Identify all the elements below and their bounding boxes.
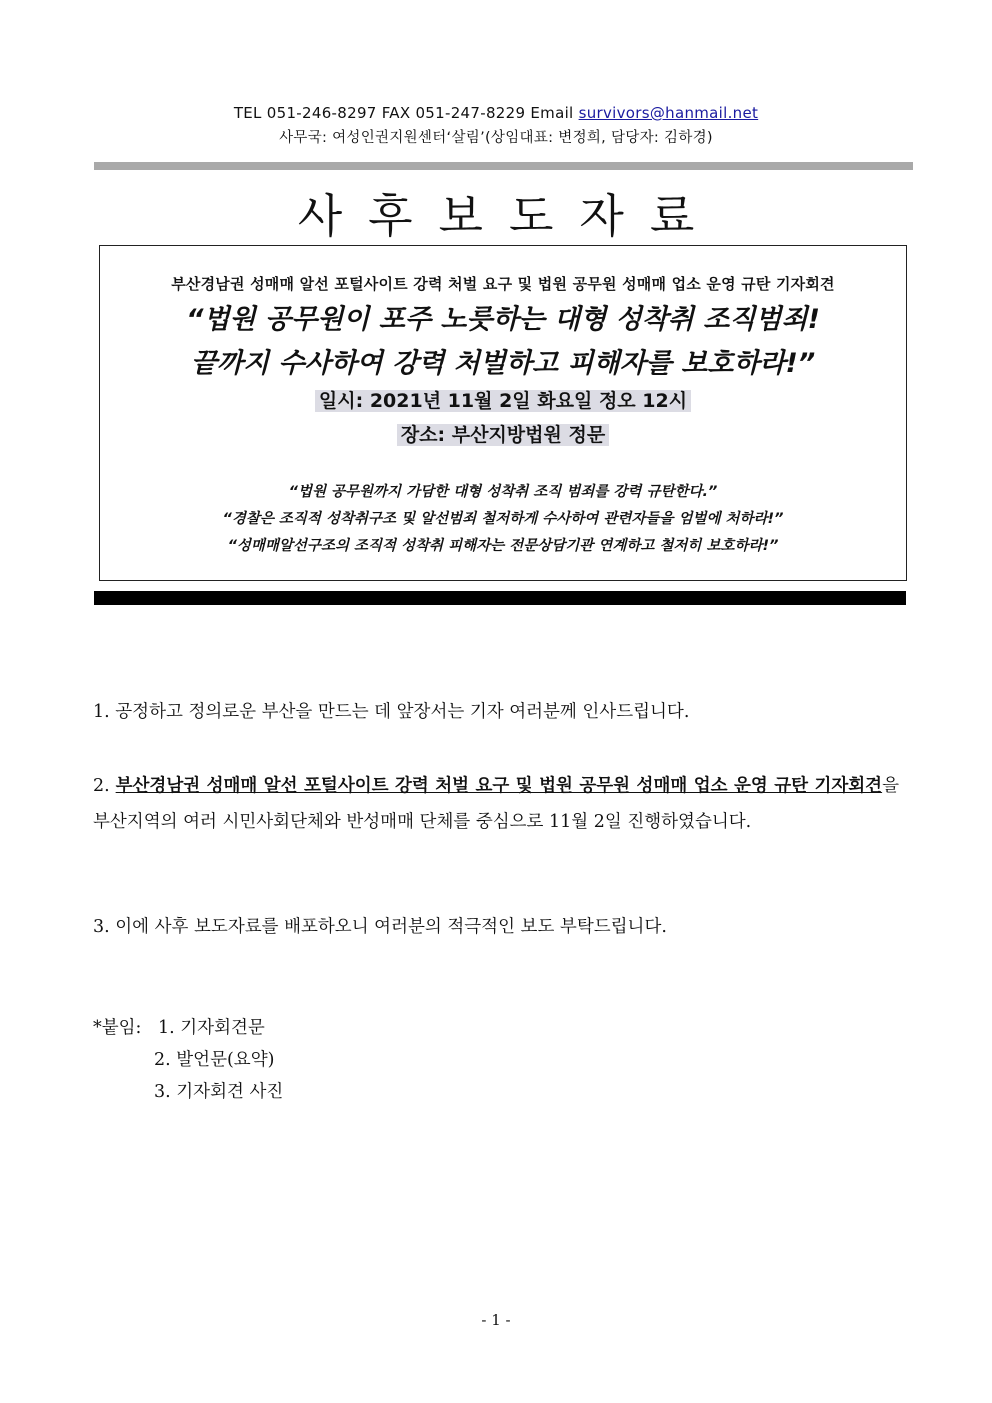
contact-line bbox=[0, 104, 992, 122]
header-divider bbox=[94, 162, 913, 170]
event-datetime bbox=[100, 386, 906, 413]
paragraph-2-number: 2. bbox=[93, 776, 116, 796]
press-summary-box bbox=[99, 245, 907, 581]
paragraph-2 bbox=[93, 768, 899, 840]
demand-quote-1: “법원 공무원까지 가담한 대형 성착취 조직 범죄를 강력 규탄한다.” bbox=[288, 484, 718, 500]
paragraph-2-event-name: 부산경남권 성매매 알선 포털사이트 강력 처벌 요구 및 법원 공무원 성매매 업소 운영 규탄 기자회견 bbox=[115, 776, 883, 796]
event-subheading: 부산경남권 성매매 알선 포털사이트 강력 처벌 요구 및 법원 공무원 성매매 업소 운영 규탄 기자회견 bbox=[171, 275, 835, 293]
office-line: 사무국: 여성인권지원센터‘살림’(상임대표: 변정희, 담당자: 김하경) bbox=[279, 130, 713, 146]
paragraph-1: 1. 공정하고 정의로운 부산을 만드는 데 앞장서는 기자 여러분께 인사드립니다. bbox=[93, 702, 690, 722]
paragraph-3: 3. 이에 사후 보도자료를 배포하오니 여러분의 적극적인 보도 부탁드립니다. bbox=[93, 917, 667, 937]
demand-quote-3: “성매매알선구조의 조직적 성착취 피해자는 전문상담기관 연계하고 철저히 보호하라!” bbox=[227, 538, 779, 554]
document-title: 사후보도자료 bbox=[297, 189, 721, 243]
attachment-item-3: 3. 기자회견 사진 bbox=[154, 1082, 284, 1102]
attachment-item-2: 2. 발언문(요약) bbox=[154, 1050, 275, 1070]
slogan-line-2: 끝까지 수사하여 강력 처벌하고 피해자를 보호하라!” bbox=[190, 348, 816, 379]
demand-quote-2: “경찰은 조직적 성착취구조 및 알선범죄 철저하게 수사하여 관련자들을 엄벌에 처하라!” bbox=[222, 511, 784, 527]
contact-phone-fax: TEL 051-246-8297 FAX 051-247-8229 Email bbox=[233, 104, 579, 122]
event-datetime-text: 일시: 2021년 11월 2일 화요일 정오 12시 bbox=[315, 390, 691, 412]
attachment-item-1: 1. 기자회견문 bbox=[158, 1018, 265, 1038]
attachments-label: *붙임: bbox=[93, 1018, 142, 1038]
event-location bbox=[100, 420, 906, 447]
page-number: - 1 - bbox=[481, 1311, 511, 1329]
box-divider bbox=[94, 591, 906, 605]
slogan-line-1: “법원 공무원이 포주 노릇하는 대형 성착취 조직범죄! bbox=[186, 304, 820, 335]
paragraph-2-text: 을 부산지역의 여러 시민사회단체와 반성매매 단체를 중심으로 11월 2일 진행하였습니다. bbox=[93, 776, 899, 832]
email-link[interactable]: survivors@hanmail.net bbox=[578, 104, 759, 122]
event-location-text: 장소: 부산지방법원 정문 bbox=[397, 424, 609, 446]
